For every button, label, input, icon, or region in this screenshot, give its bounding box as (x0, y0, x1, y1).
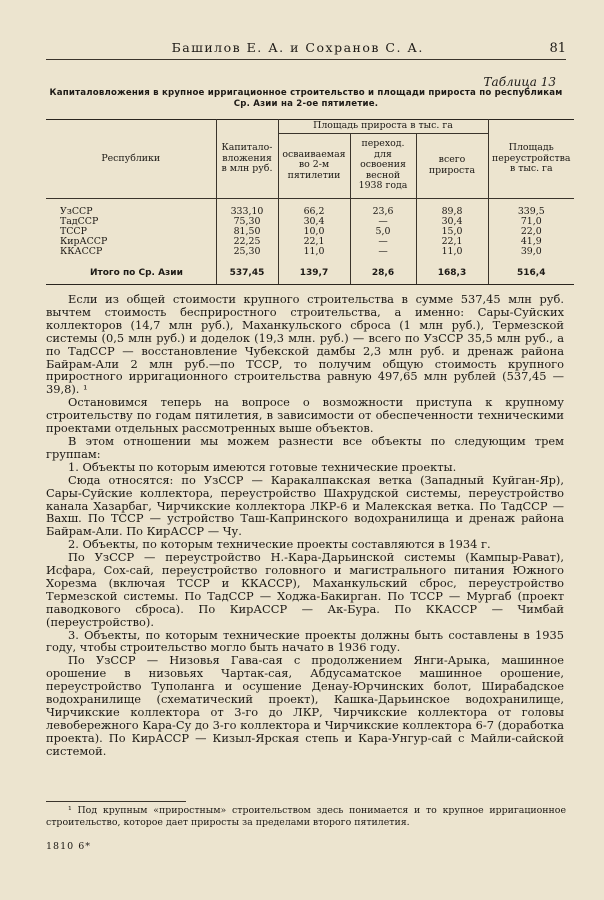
total-transit: 28,6 (350, 258, 416, 285)
total-name: Итого по Ср. Азии (46, 258, 216, 285)
header-republics: Республики (46, 120, 216, 199)
cell-capital: 333,10 (216, 198, 278, 217)
cell-mastered: 22,1 (278, 237, 350, 247)
cell-rebuild: 39,0 (488, 247, 574, 257)
cell-name: УзССР (46, 198, 216, 217)
paragraph: В этом отношении мы можем разнести все объекты по следующим трем группам: (46, 433, 564, 461)
cell-transit: — (350, 237, 416, 247)
footnote: ¹ Под крупным «приростным» строительством здесь понимается и то крупное ирригационное строительство, которое дает приросты за пределами второго пятилетия. (46, 805, 566, 828)
total-growth: 168,3 (416, 258, 488, 285)
cell-total: 22,1 (416, 237, 488, 247)
cell-transit: 23,6 (350, 198, 416, 217)
cell-transit: — (350, 247, 416, 257)
cell-rebuild: 339,5 (488, 198, 574, 217)
total-rebuild: 516,4 (488, 258, 574, 285)
cell-transit: 5,0 (350, 227, 416, 237)
data-table (46, 119, 574, 285)
cell-total: 11,0 (416, 247, 488, 257)
cell-mastered: 66,2 (278, 198, 350, 217)
cell-name: ТадССР (46, 217, 216, 227)
paragraph: Если из общей стоимости крупного строительства в сумме 537,45 млн руб. вычтем стоимость бесприростного строительства, а именно: Сары-Суйских коллекторов (14,7 млн руб.), Маханкульского сброса (1 млн руб.), Термезской системы (0,5 млн руб.) и доделок (19,3 млн. руб.) — всего по УзССР 35,5 млн руб., а по ТадССР — восстановление Чубекской дамбы 2,3 млн руб. и дренаж района Байрам-Али 2 млн руб.—по ТССР, то получим общую стоимость крупного приростного ирригационного строительства равную 497,65 млн рублей (537,45 — 39,8). ¹ (46, 292, 564, 397)
header-authors: Башилов Е. А. и Сохранов С. А. (171, 40, 424, 55)
cell-total: 15,0 (416, 227, 488, 237)
cell-transit: — (350, 217, 416, 227)
table-body (46, 198, 574, 284)
paragraph: Остановимся теперь на вопросе о возможности приступа к крупному строительству по годам пятилетия, в зависимости от обеспеченности техническими проектами отдельных рассмотренных выше объектов. (46, 395, 564, 436)
footnote-divider (46, 801, 186, 802)
print-signature: 1810 6* (46, 841, 91, 852)
cell-rebuild: 71,0 (488, 217, 574, 227)
cell-capital: 81,50 (216, 227, 278, 237)
list-item-heading: 2. Объекты, по которым технические проекты составляются в 1934 г. (68, 537, 491, 552)
total-capital: 537,45 (216, 258, 278, 285)
paragraph: По УзССР — Низовья Гава-сая с продолжением Янги-Арыка, машинное орошение в низовьях Чартак-сая, Абдусаматское машинное орошение, переустройство Туполанга и осушение Денау-Юрчинских болот, Ширабадское водохранилище (схематический проект), Кашка-Дарьинское водохранилище, Чирчикские коллектора от 3-го до ЛКР, Чирчикские коллектора от головы левобережного Кара-Су до 3-го коллектора и Чирчикские коллектора 6-7 (доработка проекта). По КирАССР — Кизыл-Ярская степь и Кара-Унгур-сай с Майли-сайской системой. (46, 653, 564, 758)
table-row (46, 198, 574, 217)
table-caption: Капиталовложения в крупное ирригационное строительство и площади прироста по республикам Ср. Азии на 2-ое пятилетие. (49, 88, 563, 109)
cell-total: 30,4 (416, 217, 488, 227)
cell-rebuild: 41,9 (488, 237, 574, 247)
page-number: 81 (549, 41, 566, 56)
cell-capital: 25,30 (216, 247, 278, 257)
cell-capital: 22,25 (216, 237, 278, 247)
cell-mastered: 30,4 (278, 217, 350, 227)
cell-capital: 75,30 (216, 217, 278, 227)
cell-mastered: 10,0 (278, 227, 350, 237)
header-transit: переход. для освоения весной 1938 года (350, 133, 416, 198)
paragraph: Сюда относятся: по УзССР — Каракалпакская ветка (Западный Куйган-Яр), Сары-Суйские коллектора, переустройство Шахрудской системы, переустройство канала Хазарбаг, Чирчикские коллектора ЛКР-6 и Малекская ветка. По ТадССР — Вахш. По ТССР — устройство Таш-Капринского водохранилища и дренаж района Байрам-Али. По КирАССР — Чу. (46, 472, 564, 539)
table-row (46, 247, 574, 257)
table-total-row (46, 258, 574, 285)
header-area-group: Площадь прироста в тыс. га (278, 120, 488, 134)
running-header (46, 40, 566, 60)
cell-total: 89,8 (416, 198, 488, 217)
paragraph: По УзССР — переустройство Н.-Кара-Дарьинской системы (Кампыр-Рават), Исфара, Сох-сай, переустройство головного и магистрального питания Южного Хорезма (включая ТССР и ККАССР), Маханкульский сброс, переустройство Термезской системы. По ТадССР — Ходжа-Бакирган. По ТССР — Мургаб (проект паводкового сброса). По КирАССР — Ак-Бура. По ККАССР — Чимбай (переустройство). (46, 550, 564, 629)
header-total-growth: всего прироста (416, 133, 488, 198)
cell-name: ТССР (46, 227, 216, 237)
cell-mastered: 11,0 (278, 247, 350, 257)
cell-name: ККАССР (46, 247, 216, 257)
header-capital: Капитало-вложения в млн руб. (216, 120, 278, 199)
body-text (46, 293, 564, 758)
cell-name: КирАССР (46, 237, 216, 247)
cell-rebuild: 22,0 (488, 227, 574, 237)
table-label: Таблица 13 (483, 75, 556, 89)
header-mastered: осваиваемая во 2-м пятилетии (278, 133, 350, 198)
list-item-heading: 3. Объекты, по которым технические проекты должны быть составлены в 1935 году, чтобы строительство могло быть начато в 1936 году. (46, 627, 564, 655)
header-reconstruction: Площадь переустройства в тыс. га (488, 120, 574, 199)
total-mastered: 139,7 (278, 258, 350, 285)
list-item-heading: 1. Объекты по которым имеются готовые технические проекты. (68, 459, 457, 474)
